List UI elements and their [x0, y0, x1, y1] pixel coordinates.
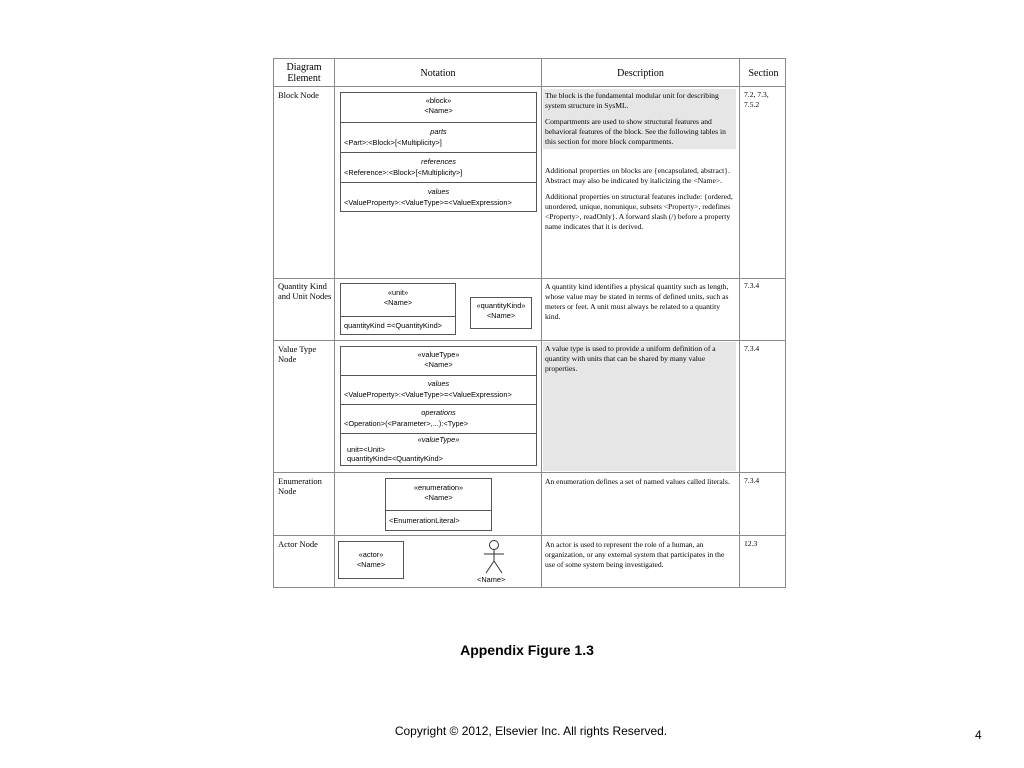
values-label: values [427, 187, 450, 196]
quantitykind-notation-box [470, 297, 532, 329]
valuetype-values-value: <ValueProperty>:<ValueType>=<ValueExpression> [344, 390, 512, 399]
row-divider [274, 278, 785, 279]
valuetype-section: 7.3.4 [744, 344, 760, 353]
stick-figure-icon [480, 539, 508, 577]
valuetype-name: <Name> [424, 360, 453, 369]
enumeration-description: An enumeration defines a set of named values called literals. [545, 477, 730, 486]
enumeration-literal: <EnumerationLiteral> [389, 516, 460, 525]
column-divider [739, 59, 740, 587]
quantitykind-name: <Name> [486, 311, 516, 320]
actor-stereotype: «actor» [358, 550, 384, 559]
block-description-shaded [543, 89, 736, 149]
actor-section: 12.3 [744, 539, 758, 548]
enumeration-section: 7.3.4 [744, 476, 760, 485]
values-value: <ValueProperty>:<ValueType>=<ValueExpression> [344, 198, 512, 207]
row-divider [274, 472, 785, 473]
unit-notation-box [340, 283, 456, 335]
block-stereotype: «block» [425, 96, 452, 105]
row-divider [274, 86, 785, 87]
valuetype-quantitykind-line: quantityKind=<QuantityKind> [347, 454, 443, 463]
valuetype-description: A value type is used to provide a uniform definition of a quantity with units that can be shared by many value properties. [543, 342, 736, 471]
block-description-p3: Additional properties on blocks are {encapsulated, abstract}. Abstract may also be indicated by italicizing the <Name>. [545, 166, 730, 185]
column-divider [541, 59, 542, 587]
header-section: Section [748, 68, 779, 79]
parts-value: <Part>:<Block>[<Multiplicity>] [344, 138, 442, 147]
element-quantity-kind-unit: Quantity Kind and Unit Nodes [278, 281, 332, 301]
block-description-p1: The block is the fundamental modular unit for describing system structure in SysML. [545, 91, 719, 110]
valuetype-properties-compartment [341, 433, 536, 466]
references-label: references [421, 157, 456, 166]
enumeration-literal-compartment [386, 510, 491, 531]
quantity-section: 7.3.4 [744, 281, 760, 290]
operations-compartment [341, 404, 536, 433]
quantitykind-stereotype: «quantityKind» [476, 301, 526, 310]
row-divider [274, 535, 785, 536]
actor-notation-box [338, 541, 404, 579]
copyright-notice: Copyright © 2012, Elsevier Inc. All rights Reserved. [394, 724, 668, 738]
header-diagram-element: Diagram Element [286, 62, 322, 84]
actor-figure-name: <Name> [477, 575, 506, 584]
valuetype-notation-box [340, 346, 537, 466]
operations-value: <Operation>(<Parameter>,...):<Type> [344, 419, 469, 428]
block-notation-box [340, 92, 537, 212]
unit-compartment [341, 316, 455, 335]
element-actor: Actor Node [278, 539, 318, 549]
block-section: 7.2, 7.3, 7.5.2 [744, 90, 769, 109]
parts-compartment [341, 122, 536, 152]
unit-value: quantityKind =<QuantityKind> [344, 321, 442, 330]
enumeration-notation-box [385, 478, 492, 531]
operations-label: operations [421, 408, 456, 417]
unit-name: <Name> [383, 298, 413, 307]
element-enumeration: Enumeration Node [278, 476, 322, 496]
header-description: Description [617, 68, 664, 79]
sysml-notation-table [273, 58, 786, 588]
valuetype-properties-label: «valueType» [417, 435, 460, 444]
valuetype-stereotype: «valueType» [417, 350, 460, 359]
actor-name: <Name> [356, 560, 386, 569]
valuetype-unit-line: unit=<Unit> [347, 445, 386, 454]
block-description-p2: Compartments are used to show structural features and behavioral features of the block. See the following tables in this section for more block compartments. [545, 117, 726, 146]
references-value: <Reference>:<Block>[<Multiplicity>] [344, 168, 463, 177]
enumeration-stereotype: «enumeration» [413, 483, 464, 492]
element-block-node: Block Node [278, 90, 319, 100]
header-notation: Notation [420, 68, 456, 79]
valuetype-values-label: values [427, 379, 450, 388]
references-compartment [341, 152, 536, 182]
page-number: 4 [975, 728, 982, 742]
quantity-description: A quantity kind identifies a physical quantity such as length, whose value may be stated in terms of defined units, such as meters or feet. A unit must always be related to a quantity kind. [545, 282, 729, 321]
block-description-unshaded [543, 164, 736, 234]
block-name: <Name> [424, 106, 453, 115]
column-divider [334, 59, 335, 587]
figure-caption: Appendix Figure 1.3 [460, 642, 594, 658]
unit-stereotype: «unit» [387, 288, 409, 297]
enumeration-name: <Name> [424, 493, 453, 502]
parts-label: parts [430, 127, 447, 136]
values-compartment [341, 182, 536, 212]
actor-description: An actor is used to represent the role of a human, an organization, or any external system that participates in the use of some system being investigated. [545, 540, 725, 569]
block-description-p4: Additional properties on structural features include: {ordered, unordered, unique, nonunique, subsets <Property>, redefines <Property>, readOnly}. A forward slash (/) before a property name indicates that it is derived. [545, 192, 733, 231]
row-divider [274, 340, 785, 341]
element-value-type: Value Type Node [278, 344, 317, 364]
valuetype-values-compartment [341, 375, 536, 404]
